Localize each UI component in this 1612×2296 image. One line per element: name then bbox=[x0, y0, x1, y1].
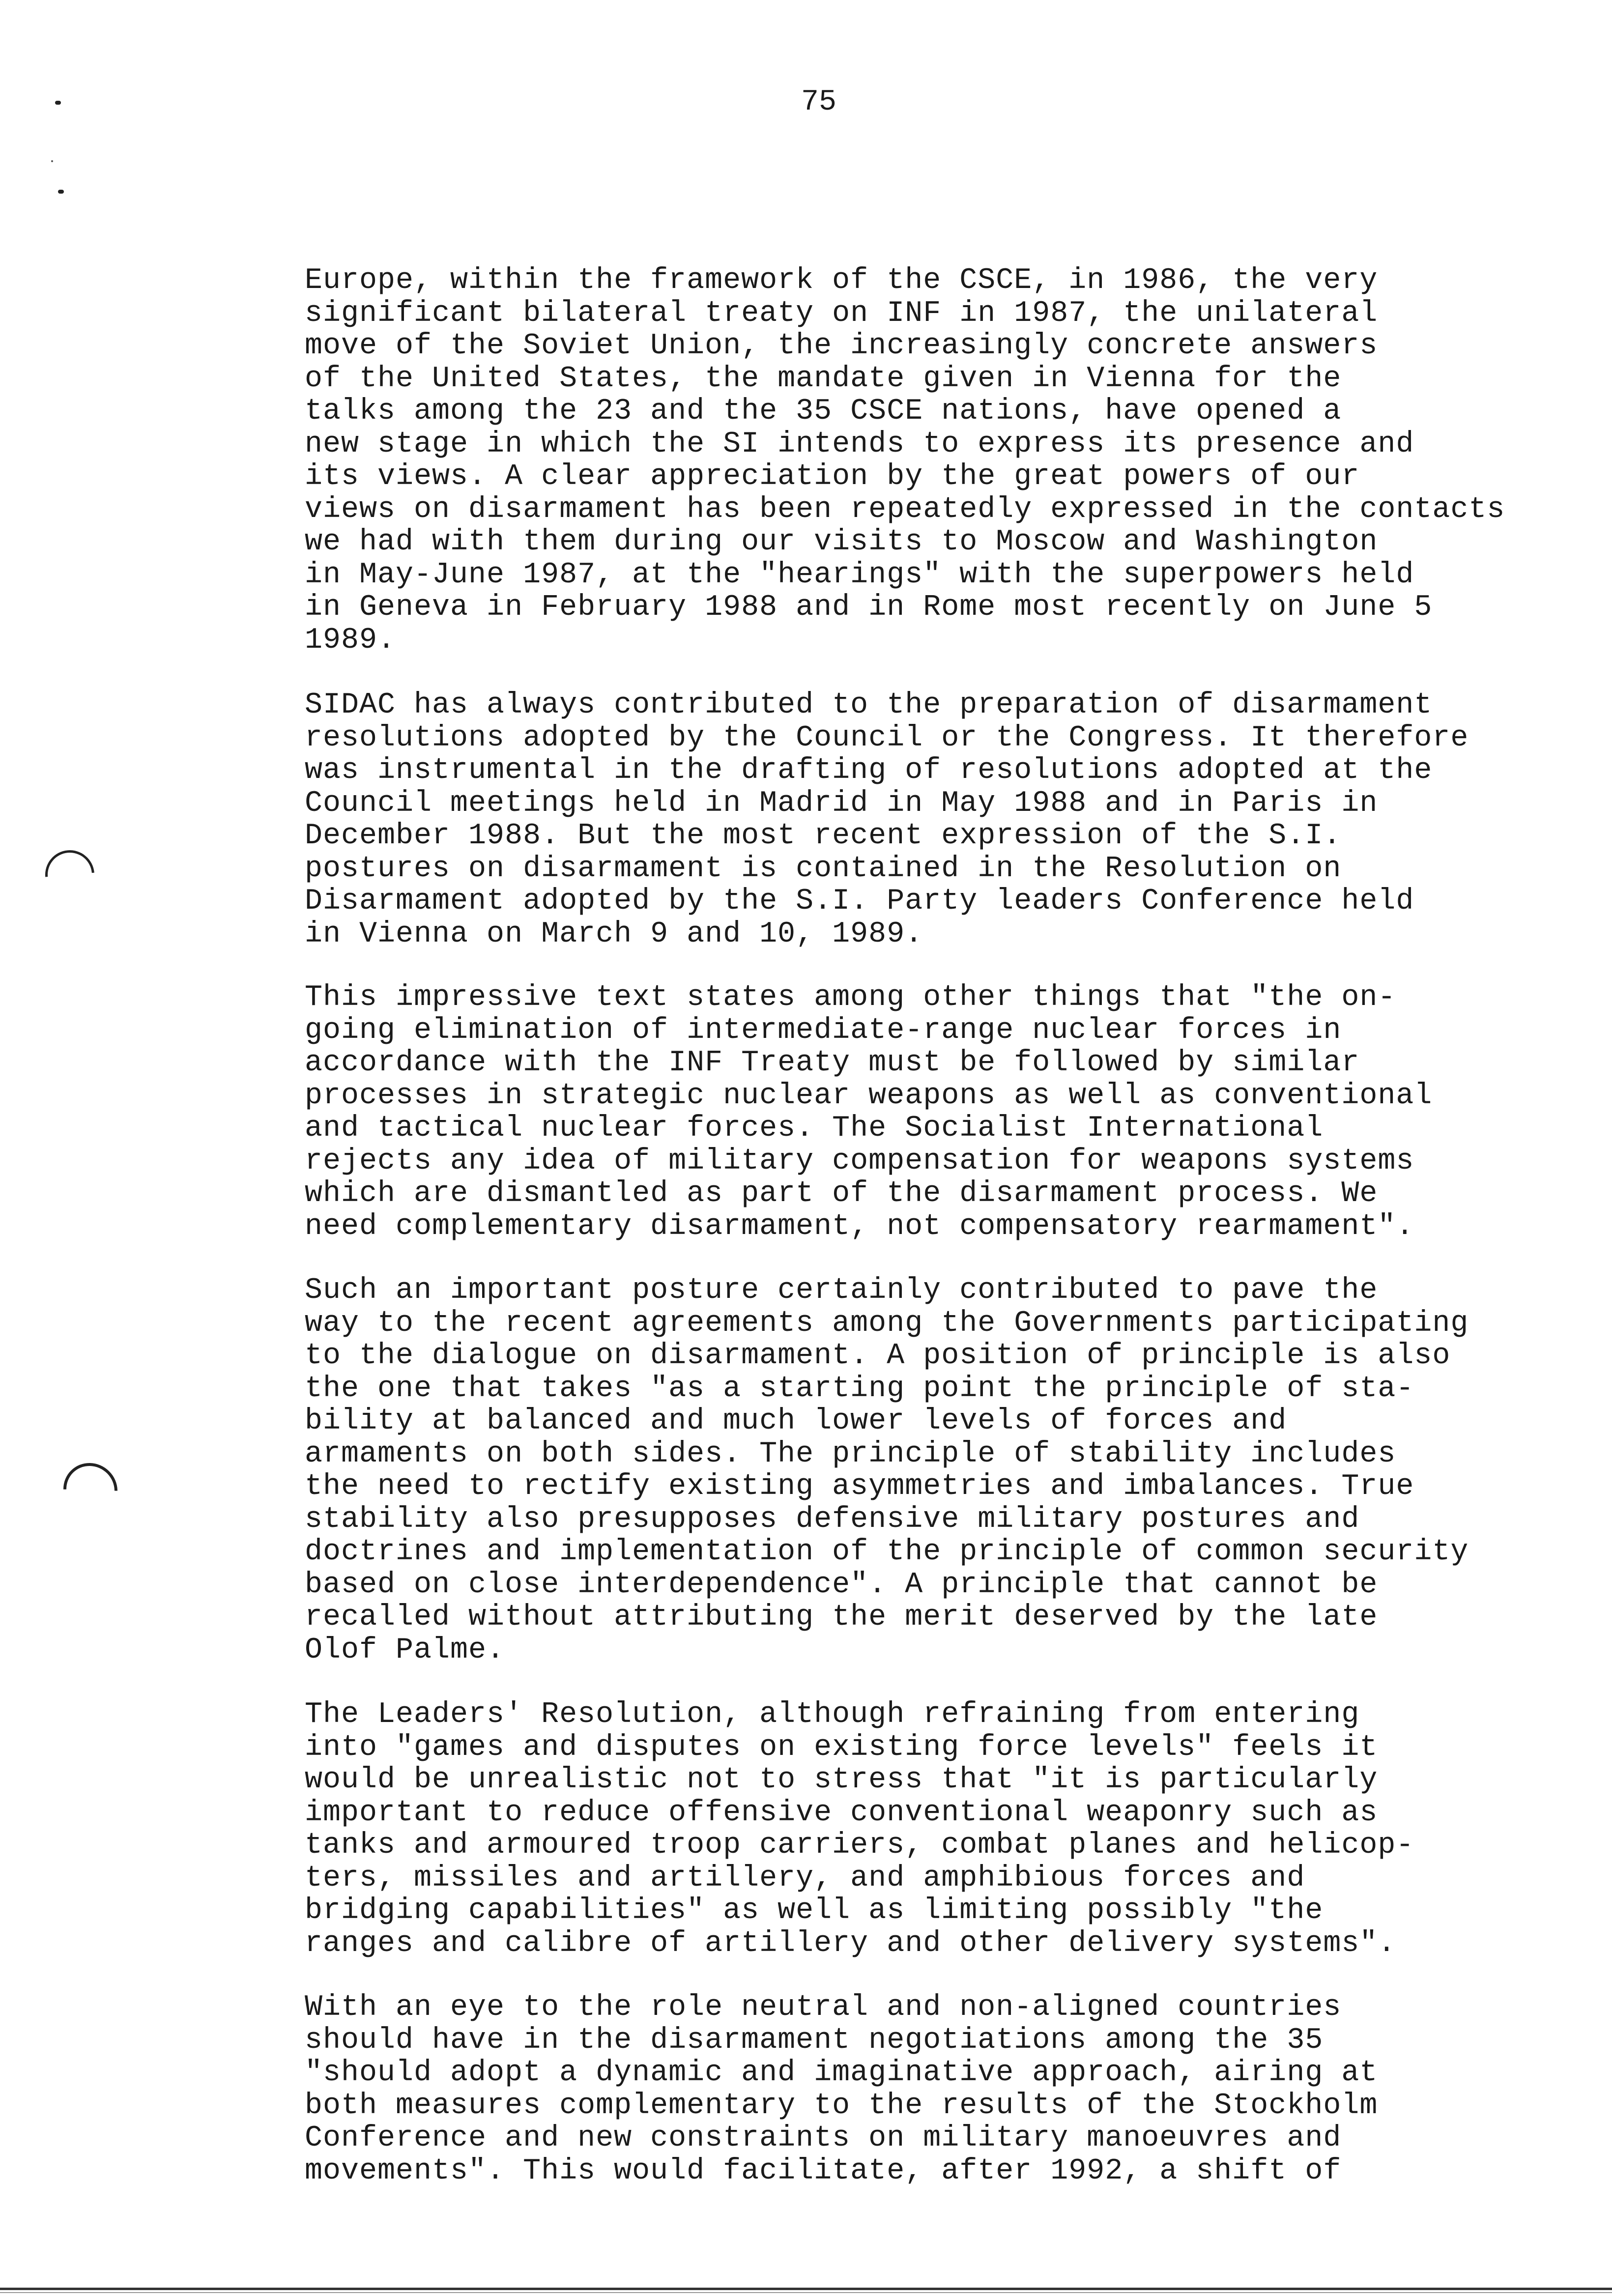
paragraph: Europe, within the framework of the CSCE, in 1986, the very significant bilateral treaty on INF in 1987, the unilateral move of the Soviet Union, the increasingly concrete answers of the United States, the mandate given in Vienna for the talks among the 23 and the 35 CSCE nations, have opened a new stage in which the SI intends to express its presence and its views. A clear appreciation by the great powers of our views on disarmament has been repeatedly expressed in the contacts we had with them during our visits to Moscow and Washington in May-June 1987, at the "hearings" with the superpowers held in Geneva in February 1988 and in Rome most recently on June 5 1989. bbox=[305, 264, 1505, 657]
paragraph: This impressive text states among other things that "the on- going elimination of intermediate-range nuclear forces in accordance with the INF Treaty must be followed by similar processes in strategic nuclear weapons as well as conventional and tactical nuclear forces. The Socialist International rejects any idea of military compensation for weapons systems which are dismantled as part of the disarmament process. We need complementary disarmament, not compensatory rearmament". bbox=[305, 981, 1433, 1243]
paragraph: With an eye to the role neutral and non-aligned countries should have in the disarmament negotiations among the 35 "should adopt a dynamic and imaginative approach, airing at both measures complementary to the results of the Stockholm Conference and new constraints on military manoeuvres and movements". This would facilitate, after 1992, a shift of bbox=[305, 1991, 1378, 2188]
margin-arc-mark bbox=[35, 840, 105, 910]
scan-mark bbox=[58, 190, 64, 194]
page-bottom-rule bbox=[0, 2292, 1612, 2293]
page-bottom-rule bbox=[0, 2288, 1612, 2290]
paragraph: SIDAC has always contributed to the preparation of disarmament resolutions adopted by the Council or the Congress. It therefore was instrumental in the drafting of resolutions adopted at the Council meetings held in Madrid in May 1988 and in Paris in December 1988. But the most recent expression of the S.I. postures on disarmament is contained in the Resolution on Disarmament adopted by the S.I. Party leaders Conference held in Vienna on March 9 and 10, 1989. bbox=[305, 689, 1469, 951]
scan-mark bbox=[55, 101, 61, 105]
paragraph: The Leaders' Resolution, although refraining from entering into "games and disputes on existing force levels" feels it would be unrealistic not to stress that "it is particularly important to reduce offensive conventional weaponry such as tanks and armoured troop carriers, combat planes and helicop- ters, missiles and artillery, and amphibious forces and bridging capabilities" as well as limiting possibly "the ranges and calibre of artillery and other delivery systems". bbox=[305, 1698, 1414, 1960]
margin-arc-mark bbox=[52, 1452, 129, 1528]
page-number: 75 bbox=[801, 86, 837, 119]
paragraph: Such an important posture certainly contributed to pave the way to the recent agreements among the Governments participating to the dialogue on disarmament. A position of principle is also the one that takes "as a starting point the principle of sta- bility at balanced and much lower levels of forces and armaments on both sides. The principle of stability includes the need to rectify existing asymmetries and imbalances. True stability also presupposes defensive military postures and doctrines and implementation of the principle of common security based on close interdependence". A principle that cannot be recalled without attributing the merit deserved by the late Olof Palme. bbox=[305, 1274, 1469, 1667]
scan-mark bbox=[51, 160, 53, 162]
